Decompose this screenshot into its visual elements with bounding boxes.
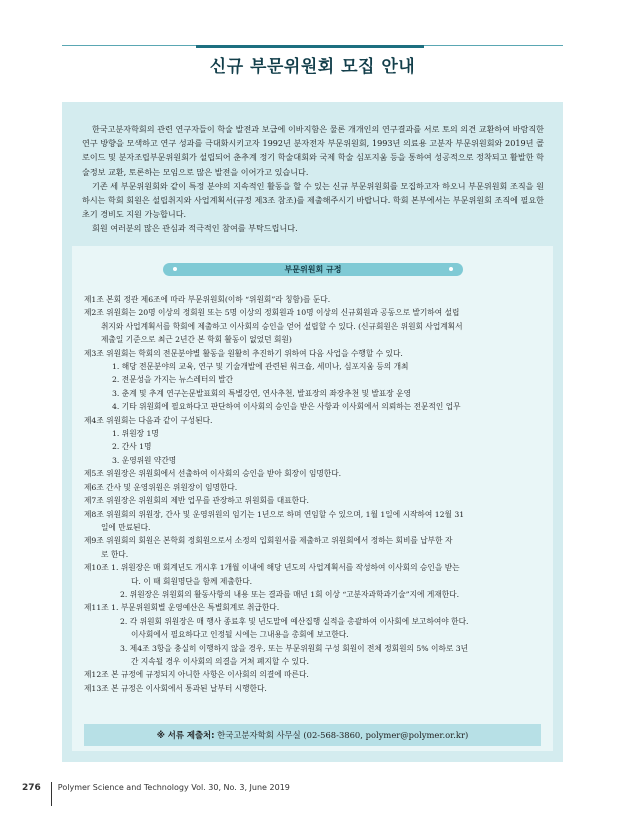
rule-line: 제12조 본 규정에 규정되지 아니한 사항은 이사회의 의결에 따른다. [84,670,309,680]
intro-paragraph: 회원 여러분의 많은 관심과 적극적인 참여를 부탁드립니다. [92,223,298,234]
rule-line: 취지와 사업계획서를 학회에 제출하고 이사회의 승인을 얻어 설립할 수 있다. (신규회원은 위원회 사업계획서 [101,321,463,331]
rule-line: 4. 기타 위원회에 필요하다고 판단하여 이사회의 승인을 받은 사항과 이사회에서 의뢰하는 전문적인 업무 [112,402,461,412]
rule-line: 3. 제4조 3항을 충실히 이행하지 않을 경우, 또는 부문위원회 구성 회원이 전체 정회원의 5% 이하로 3년 [120,643,469,653]
footer-divider [51,782,52,806]
rule-line: 제3조 위원회는 학회의 전문분야별 활동을 원활히 추진하기 위하여 다음 사업을 수행할 수 있다. [84,348,403,358]
submission-label: ※ 서류 제출처: [156,730,215,740]
journal-info: Polymer Science and Technology Vol. 30, No. 3, June 2019 [57,783,290,792]
rule-line: 로 한다. [101,549,129,559]
rule-line: 제4조 위원회는 다음과 같이 구성된다. [84,415,213,425]
intro-text [82,122,544,236]
rule-line: 제1조 본회 정관 제6조에 따라 부문위원회(이하 “위원회”라 칭함)를 둔다. [84,295,331,304]
rule-line: 2. 전문성을 가지는 뉴스레터의 발간 [112,375,234,385]
rule-line: 제7조 위원장은 위원회의 제반 업무를 관장하고 위원회를 대표한다. [84,496,309,506]
rule-line: 3. 춘계 및 추계 연구논문발표회의 특별강연, 연사추천, 발표장의 좌장추천 및 발표장 운영 [112,388,412,398]
page-number: 276 [22,783,41,793]
rule-line: 이사회에서 필요하다고 인정될 시에는 그내용을 총회에 보고한다. [131,630,349,640]
rules-list [84,293,546,695]
rule-line: 제11조 1. 부문위원회별 운영예산은 특별회계로 취급한다. [84,603,280,613]
submission-value: 한국고분자학회 사무실 (02-568-3860, polymer@polymer.or.kr) [217,730,469,740]
submission-box [84,724,541,746]
rule-line: 제출일 기준으로 최근 2년간 본 학회 활동이 없었던 회원) [101,335,292,345]
rule-line: 2. 간사 1명 [112,442,152,452]
rule-line: 1. 해당 전문분야의 교육, 연구 및 기술개발에 관련된 워크숍, 세미나, 심포지움 등의 개최 [112,362,409,372]
rule-line: 2. 위원장은 위원회의 활동사항의 내용 또는 결과를 매년 1회 이상 “고분자과학과기술”지에 게재한다. [120,589,460,599]
intro-paragraph: 한국고분자학회의 관련 연구자들이 학술 발전과 보급에 이바지함은 물론 개개인의 연구결과를 서로 토의 의견 교환하여 바람직한 연구 방향을 모색하고 연구 성과를 극대화시키고자 1992년 분자전자 부문위원회, 1993년 의료용 고분자 부문위원회와 2019년 콜로이드 및 분자조립부문위원회가 설립되어 춘추계 정기 학술대회와 국제 학술 심포지움 등을 통하여 성공적으로 정착되고 활발한 학술정보 교환, 토론하는 모임으로 많은 발전을 이어가고 있습니다. [82,124,544,177]
rule-line: 제2조 위원회는 20명 이상의 정회원 또는 5명 이상의 정회원과 10명 이상의 신규회원과 공동으로 발기하여 설립 [84,308,460,318]
rule-line: 제5조 위원장은 위원회에서 선출하여 이사회의 승인을 받아 회장이 임명한다. [84,469,342,479]
page-title: 신규 부문위원회 모집 안내 [209,57,416,77]
rule-line: 일에 만료된다. [101,522,151,532]
page-footer [22,782,290,806]
rule-line: 제13조 본 규정은 이사회에서 통과된 날부터 시행한다. [84,683,267,693]
submission-text [84,724,541,746]
rule-line: 제9조 위원회의 회원은 본학회 정회원으로서 소정의 입회원서를 제출하고 위원회에서 정하는 회비를 납부한 자 [84,536,453,546]
title-accent-bar [196,45,424,48]
rule-line: 간 지속될 경우 이사회의 의결을 거쳐 폐지할 수 있다. [131,656,309,666]
rules-header-label: 부문위원회 규정 [284,265,342,274]
rule-line: 제8조 위원회의 위원장, 간사 및 운영위원의 임기는 1년으로 하며 연임할 수 있으며, 1월 1일에 시작하여 12월 31 [84,509,465,519]
rule-line: 1. 위원장 1명 [112,429,159,439]
rule-line: 제6조 간사 및 운영위원은 위원장이 임명한다. [84,482,238,492]
intro-paragraph: 기존 세 부문위원회와 같이 특정 분야의 지속적인 활동을 할 수 있는 신규 부문위원회를 모집하고자 하오니 부문위원회 조직을 원하시는 학회 회원은 설립취지와 사업계획서(규정 제3조 참조)를 제출해주시기 바랍니다. 학회 본부에서는 부문위원회 조직에 필요한 초기 경비도 지원 가능합니다. [82,180,544,220]
rule-line: 3. 운영위원 약간명 [112,455,177,465]
dot-icon [449,267,453,271]
rule-line: 제10조 1. 위원장은 매 회계년도 개시후 1개월 이내에 해당 년도의 사업계획서를 작성하여 이사회의 승인을 받는 [84,563,460,573]
rules-header [163,263,463,276]
rule-line: 다. 이 때 회원명단을 함께 제출한다. [131,576,253,586]
rule-line: 2. 각 위원회 위원장은 매 행사 종료후 및 년도말에 예산집행 실적을 총괄하여 이사회에 보고하여야 한다. [120,616,469,626]
